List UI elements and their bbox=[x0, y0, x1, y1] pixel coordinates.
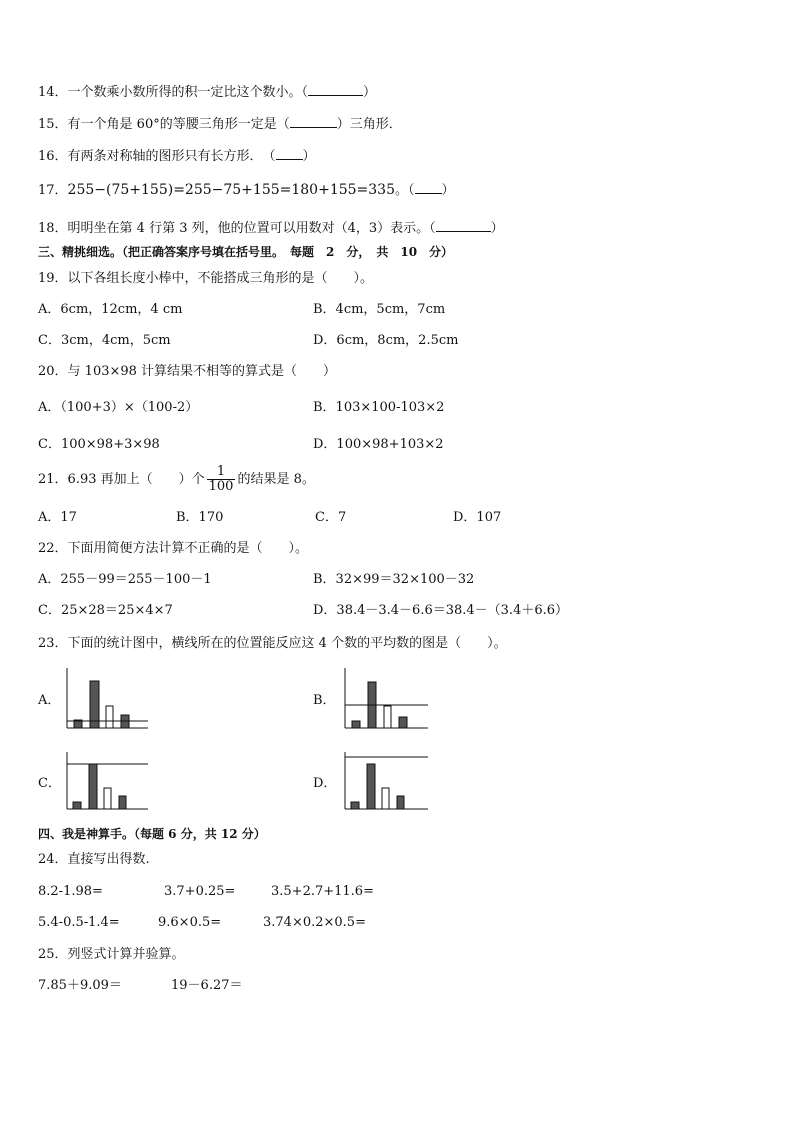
q21-post: 的结果是 8。 bbox=[237, 472, 315, 487]
q22-option-a[interactable]: A．255－99＝255－100－1 bbox=[38, 572, 212, 587]
q16-text: 16．有两条对称轴的图形只有长方形． （ bbox=[38, 149, 276, 164]
q24-item[interactable]: 9.6×0.5= bbox=[158, 915, 222, 930]
q24-item[interactable]: 3.5+2.7+11.6= bbox=[271, 884, 374, 899]
q21-option-a[interactable]: A．17 bbox=[38, 510, 77, 525]
fraction-denominator: 100 bbox=[208, 479, 234, 494]
q22-option-d[interactable]: D．38.4－3.4－6.6＝38.4－（3.4＋6.6） bbox=[313, 603, 569, 618]
q17-close: ） bbox=[441, 183, 455, 198]
q23-option-d[interactable]: D． bbox=[313, 776, 337, 791]
bar bbox=[73, 802, 81, 809]
question-15 bbox=[38, 114, 402, 134]
q25-item[interactable]: 19－6.27＝ bbox=[171, 978, 243, 993]
q21-pre: 21．6.93 再加上（ ）个 bbox=[38, 472, 205, 487]
q23-option-c[interactable]: C． bbox=[38, 776, 61, 791]
question-21-stem bbox=[38, 463, 315, 497]
bar bbox=[89, 764, 97, 809]
q24-item[interactable]: 8.2-1.98= bbox=[38, 884, 103, 899]
question-24-stem: 24．直接写出得数. bbox=[38, 852, 150, 867]
bar bbox=[367, 764, 375, 809]
q23-chart-b bbox=[342, 668, 428, 730]
q15-close: ）三角形． bbox=[336, 117, 402, 132]
q15-text: 15．有一个角是 60°的等腰三角形一定是（ bbox=[38, 117, 290, 132]
section-4-heading: 四、我是神算手。（每题 6 分，共 12 分） bbox=[38, 827, 266, 841]
q14-close: ） bbox=[363, 85, 377, 100]
q25-item[interactable]: 7.85＋9.09＝ bbox=[38, 978, 122, 993]
question-16 bbox=[38, 146, 316, 166]
q17-number: 17． bbox=[38, 183, 68, 198]
bar bbox=[119, 796, 126, 809]
answer-blank[interactable] bbox=[290, 114, 337, 128]
q19-option-b[interactable]: B．4cm，5cm，7cm bbox=[313, 302, 446, 317]
question-18 bbox=[38, 218, 504, 238]
q16-close: ） bbox=[302, 149, 316, 164]
bar bbox=[399, 717, 407, 728]
q19-option-c[interactable]: C．3cm，4cm，5cm bbox=[38, 333, 171, 348]
q22-option-b[interactable]: B．32×99＝32×100－32 bbox=[313, 572, 475, 587]
q20-option-a[interactable]: A．（100+3）×（100-2） bbox=[38, 400, 199, 415]
q23-chart-d bbox=[342, 752, 428, 810]
q23-chart-a bbox=[64, 668, 148, 730]
bar bbox=[104, 788, 111, 809]
answer-blank[interactable] bbox=[415, 180, 442, 194]
fraction-numerator: 1 bbox=[207, 465, 236, 480]
question-25-stem: 25．列竖式计算并验算。 bbox=[38, 947, 185, 962]
question-20-stem: 20．与 103×98 计算结果不相等的算式是（ ） bbox=[38, 364, 337, 379]
q22-option-c[interactable]: C．25×28＝25×4×7 bbox=[38, 603, 173, 618]
question-14 bbox=[38, 82, 376, 102]
q19-option-d[interactable]: D．6cm，8cm，2.5cm bbox=[313, 333, 459, 348]
question-19-stem: 19．以下各组长度小棒中，不能搭成三角形的是（ ）。 bbox=[38, 271, 374, 286]
q23-option-a[interactable]: A． bbox=[38, 693, 61, 708]
q21-option-d[interactable]: D．107 bbox=[453, 510, 502, 525]
q21-option-b[interactable]: B．170 bbox=[176, 510, 224, 525]
question-22-stem: 22．下面用简便方法计算不正确的是（ ）。 bbox=[38, 541, 309, 556]
q20-option-b[interactable]: B．103×100-103×2 bbox=[313, 400, 445, 415]
q24-item[interactable]: 3.7+0.25= bbox=[164, 884, 236, 899]
q18-text: 18．明明坐在第 4 行第 3 列，他的位置可以用数对（4，3）表示。（ bbox=[38, 221, 436, 236]
bar bbox=[352, 721, 360, 728]
q20-option-c[interactable]: C．100×98+3×98 bbox=[38, 437, 160, 452]
q19-option-a[interactable]: A．6cm，12cm，4 cm bbox=[38, 302, 183, 317]
q17-expression: 255−(75+155)=255−75+155=180+155=335 bbox=[67, 182, 395, 198]
bar bbox=[384, 706, 391, 728]
section-3-heading: 三、精挑细选。（把正确答案序号填在括号里。 每题 2 分， 共 10 分） bbox=[38, 245, 454, 259]
q23-chart-c bbox=[64, 752, 148, 810]
q20-option-d[interactable]: D．100×98+103×2 bbox=[313, 437, 444, 452]
fraction bbox=[207, 465, 236, 494]
q24-item[interactable]: 3.74×0.2×0.5= bbox=[263, 915, 366, 930]
question-23-stem: 23．下面的统计图中，横线所在的位置能反应这 4 个数的平均数的图是（ ）。 bbox=[38, 636, 507, 651]
answer-blank[interactable] bbox=[308, 82, 363, 96]
q17-open: 。（ bbox=[395, 183, 415, 198]
bar bbox=[382, 788, 389, 809]
answer-blank[interactable] bbox=[276, 146, 303, 160]
q18-close: ） bbox=[490, 221, 504, 236]
q23-option-b[interactable]: B． bbox=[313, 693, 336, 708]
q21-option-c[interactable]: C．7 bbox=[315, 510, 347, 525]
bar bbox=[397, 796, 404, 809]
bar bbox=[351, 802, 359, 809]
question-17 bbox=[38, 180, 455, 200]
q24-item[interactable]: 5.4-0.5-1.4= bbox=[38, 915, 120, 930]
bar bbox=[106, 706, 113, 728]
q14-text: 14．一个数乘小数所得的积一定比这个数小。（ bbox=[38, 85, 309, 100]
answer-blank[interactable] bbox=[436, 218, 491, 232]
